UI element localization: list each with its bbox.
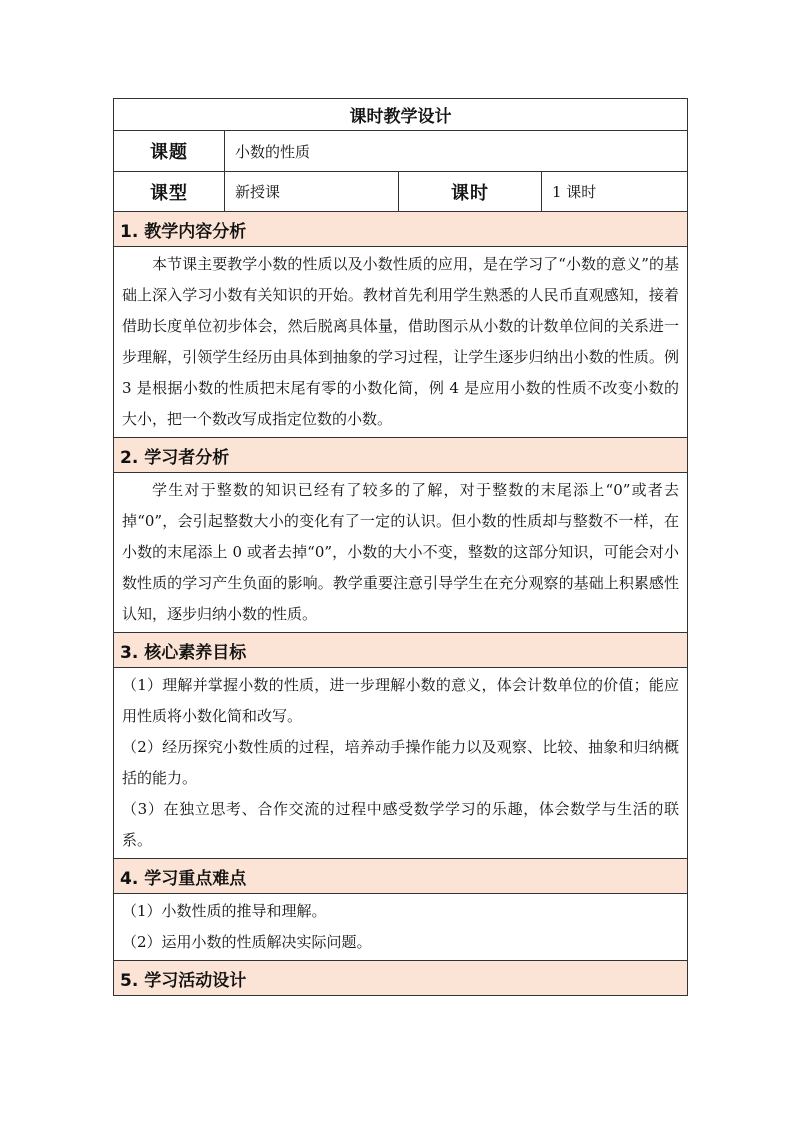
activities-heading: 5. 学习活动设计 bbox=[114, 961, 688, 996]
section-heading-row bbox=[114, 961, 688, 996]
section-body-row bbox=[114, 894, 688, 961]
lesson-type-value: 新授课 bbox=[225, 172, 399, 212]
core-goals-heading: 3. 核心素养目标 bbox=[114, 633, 688, 668]
learner-analysis-text: 学生对于整数的知识已经有了较多的了解，对于整数的末尾添上“0”或者去掉“0”，会引起整数大小的变化有了一定的认识。但小数的性质却与整数不一样，在小数的末尾添上 0 或者去掉“0”，小数的大小不变，整数的这部分知识，可能会对小数性质的学习产生负面的影响。教学重要注意引导学生在充分观察的基础上积累感性认知，逐步归纳小数的性质。 bbox=[122, 481, 679, 623]
lesson-type-row bbox=[114, 172, 688, 212]
topic-row bbox=[114, 131, 688, 172]
section-body-row bbox=[114, 247, 688, 438]
content-analysis-heading: 1. 教学内容分析 bbox=[114, 212, 688, 247]
section-heading-row bbox=[114, 438, 688, 473]
section-body-row bbox=[114, 668, 688, 859]
table-title: 课时教学设计 bbox=[114, 99, 688, 131]
content-analysis-body bbox=[114, 247, 688, 438]
list-item: （2）运用小数的性质解决实际问题。 bbox=[122, 933, 372, 951]
learner-analysis-body bbox=[114, 473, 688, 633]
list-item: （1）小数性质的推导和理解。 bbox=[122, 902, 327, 920]
topic-value: 小数的性质 bbox=[225, 131, 688, 172]
lesson-type-label: 课型 bbox=[114, 172, 225, 212]
key-points-body bbox=[114, 894, 688, 961]
learner-analysis-heading: 2. 学习者分析 bbox=[114, 438, 688, 473]
lesson-hours-value: 1 课时 bbox=[542, 172, 688, 212]
key-points-heading: 4. 学习重点难点 bbox=[114, 859, 688, 894]
section-heading-row bbox=[114, 212, 688, 247]
list-item: （3）在独立思考、合作交流的过程中感受数学学习的乐趣，体会数学与生活的联系。 bbox=[122, 800, 679, 849]
core-goals-body bbox=[114, 668, 688, 859]
section-heading-row bbox=[114, 633, 688, 668]
content-analysis-text: 本节课主要教学小数的性质以及小数性质的应用，是在学习了“小数的意义”的基础上深入学习小数有关知识的开始。教材首先利用学生熟悉的人民币直观感知，接着借助长度单位初步体会，然后脱离具体量，借助图示从小数的计数单位间的关系进一步理解，引领学生经历由具体到抽象的学习过程，让学生逐步归纳出小数的性质。例 3 是根据小数的性质把末尾有零的小数化简，例 4 是应用小数的性质不改变小数的大小，把一个数改写成指定位数的小数。 bbox=[122, 255, 679, 428]
title-row bbox=[114, 99, 688, 131]
lesson-plan-table bbox=[113, 98, 688, 996]
list-item: （2）经历探究小数性质的过程，培养动手操作能力以及观察、比较、抽象和归纳概括的能力。 bbox=[122, 738, 679, 787]
topic-label: 课题 bbox=[114, 131, 225, 172]
section-heading-row bbox=[114, 859, 688, 894]
lesson-hours-label: 课时 bbox=[399, 172, 542, 212]
section-body-row bbox=[114, 473, 688, 633]
list-item: （1）理解并掌握小数的性质，进一步理解小数的意义，体会计数单位的价值；能应用性质将小数化简和改写。 bbox=[122, 676, 679, 725]
